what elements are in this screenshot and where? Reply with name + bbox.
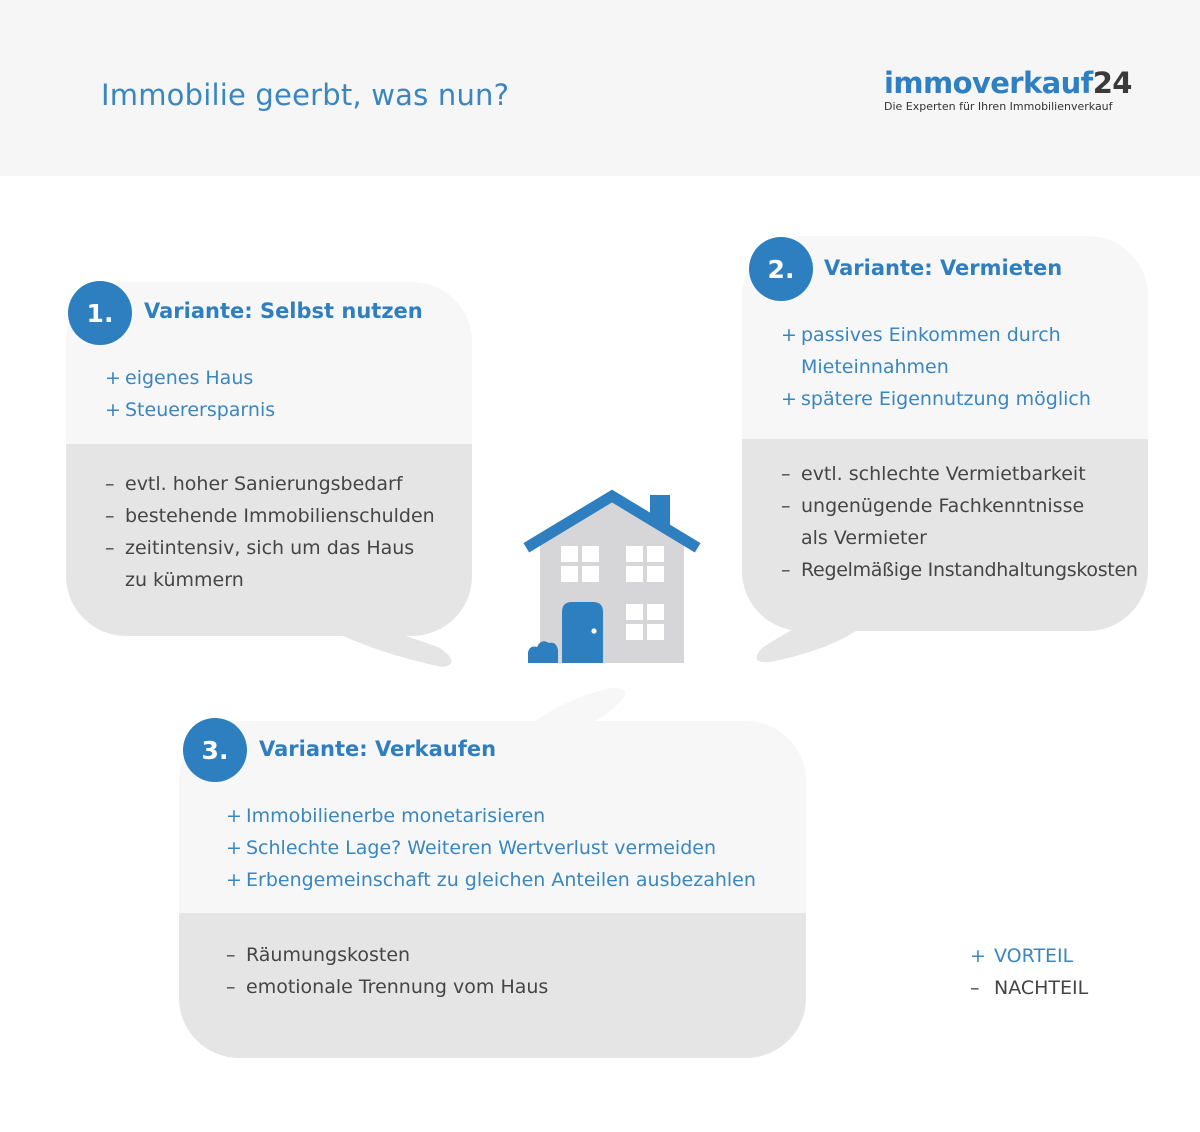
variant-3-cons-list [226, 939, 548, 1003]
legend-con [970, 972, 1088, 1004]
legend-pro [970, 940, 1088, 972]
pro-item: + passives Einkommen durch [781, 319, 1091, 351]
con-item: – Räumungskosten [226, 939, 548, 971]
variant-1-pros-list [105, 362, 275, 426]
pro-item: + spätere Eigennutzung möglich [781, 383, 1091, 415]
variant-title-3: Variante: Verkaufen [259, 737, 497, 761]
con-item: – emotionale Trennung vom Haus [226, 971, 548, 1003]
pro-item: + Steuerersparnis [105, 394, 275, 426]
con-item-continuation: als Vermieter [801, 527, 927, 549]
house-door [562, 602, 603, 663]
legend-con-label: NACHTEIL [994, 977, 1089, 999]
pro-item-continuation: Mieteinnahmen [801, 356, 949, 378]
legend [970, 940, 1088, 1004]
legend-pro-label: VORTEIL [994, 945, 1074, 967]
variant-number-badge-3: 3. [183, 718, 247, 782]
house-icon [528, 495, 693, 663]
con-item: – Regelmäßige Instandhaltungskosten [781, 554, 1138, 586]
pro-item: + Schlechte Lage? Weiteren Wertverlust vermeiden [226, 832, 756, 864]
variant-1-cons-list [105, 468, 435, 596]
variant-2-cons-list [781, 458, 1138, 586]
con-item-continuation: zu kümmern [125, 569, 244, 591]
variant-title-2: Variante: Vermieten [824, 256, 1063, 280]
house-door-knob [591, 628, 596, 633]
page-title: Immobilie geerbt, was nun? [101, 78, 510, 112]
variant-number-badge-2: 2. [749, 237, 813, 301]
con-item: – bestehende Immobilienschulden [105, 500, 435, 532]
pro-item: + eigenes Haus [105, 362, 275, 394]
con-item: – ungenügende Fachkenntnisse [781, 490, 1138, 522]
con-item: – zeitintensiv, sich um das Haus [105, 532, 435, 564]
variant-3-pros-list [226, 800, 756, 896]
house-bush [528, 641, 558, 663]
variant-title-1: Variante: Selbst nutzen [144, 299, 423, 323]
logo-tagline: Die Experten für Ihren Immobilienverkauf [884, 100, 1113, 113]
variant-number-badge-1: 1. [68, 281, 132, 345]
bubble-2-shape [742, 236, 1148, 662]
variant-2-pros-list [781, 319, 1091, 415]
logo-word: immoverkauf [884, 66, 1093, 100]
pro-item: + Erbengemeinschaft zu gleichen Anteilen ausbezahlen [226, 864, 756, 896]
pro-item: + Immobilienerbe monetarisieren [226, 800, 756, 832]
con-item: – evtl. hoher Sanierungsbedarf [105, 468, 435, 500]
con-item: – evtl. schlechte Vermietbarkeit [781, 458, 1138, 490]
legend-pro-symbol: + [970, 945, 986, 967]
logo-number: 24 [1092, 66, 1132, 100]
legend-con-symbol: – [970, 977, 980, 999]
